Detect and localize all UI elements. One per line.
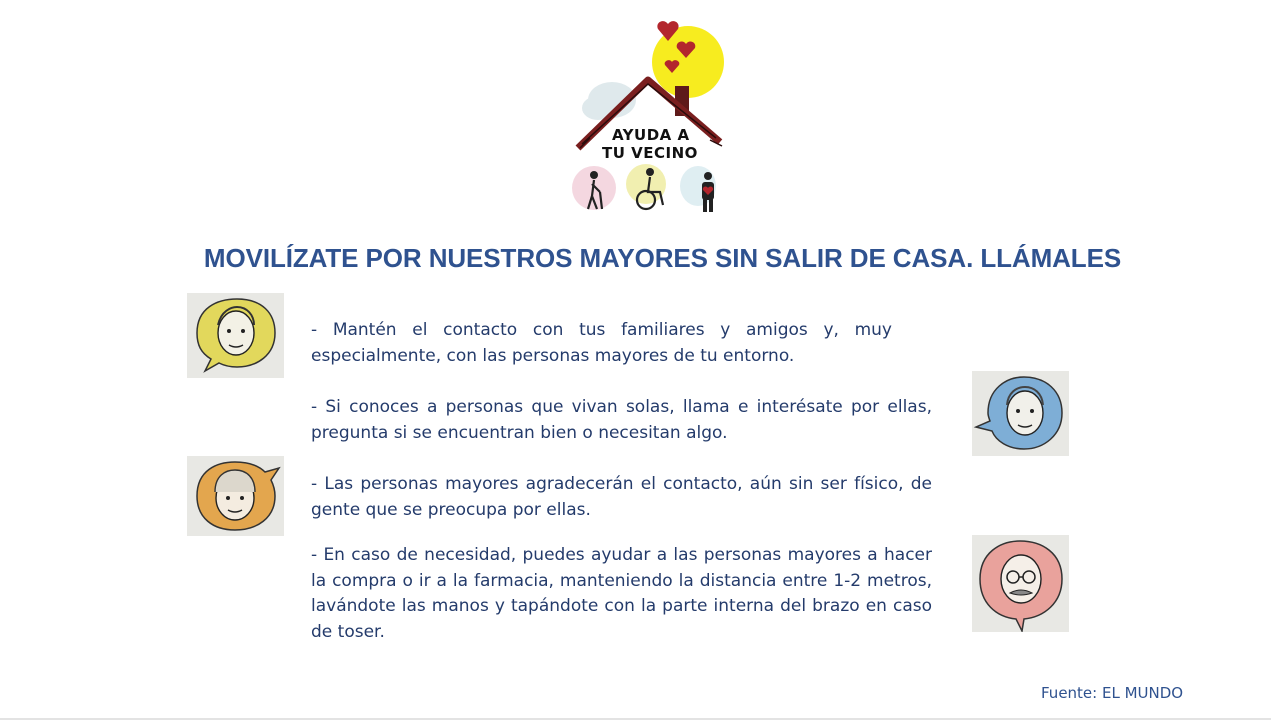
- paragraph-live-alone: - Si conoces a personas que vivan solas, llama e interésate por ellas, pregunta si se encuentran bien o necesitan algo.: [311, 397, 932, 443]
- logo-text-line2: TU VECINO: [602, 144, 698, 162]
- page-title: MOVILÍZATE POR NUESTROS MAYORES SIN SALIR DE CASA. LLÁMALES: [203, 243, 1122, 273]
- paragraph-help: - En caso de necesidad, puedes ayudar a las personas mayores a hacer la compra o ir a la farmacia, manteniendo la distancia entre 1-2 metros, lavándote las manos y tapándote con la parte interna del brazo en caso de toser.: [311, 545, 932, 642]
- paragraph-contact: - Mantén el contacto con tus familiares y amigos y, muy especialmente, con las personas mayores de tu entorno.: [311, 320, 892, 366]
- logo-text-line1: AYUDA A: [612, 126, 690, 144]
- ayuda-a-tu-vecino-logo: [560, 10, 740, 220]
- elderly-face-pink-icon: [972, 535, 1069, 632]
- paragraph-appreciation: - Las personas mayores agradecerán el contacto, aún sin ser físico, de gente que se preocupa por ellas.: [311, 474, 932, 520]
- source-credit: Fuente: EL MUNDO: [1041, 684, 1184, 702]
- elderly-face-orange-icon: [187, 456, 284, 536]
- elderly-face-blue-icon: [972, 371, 1069, 456]
- elderly-face-yellow-icon: [187, 293, 284, 378]
